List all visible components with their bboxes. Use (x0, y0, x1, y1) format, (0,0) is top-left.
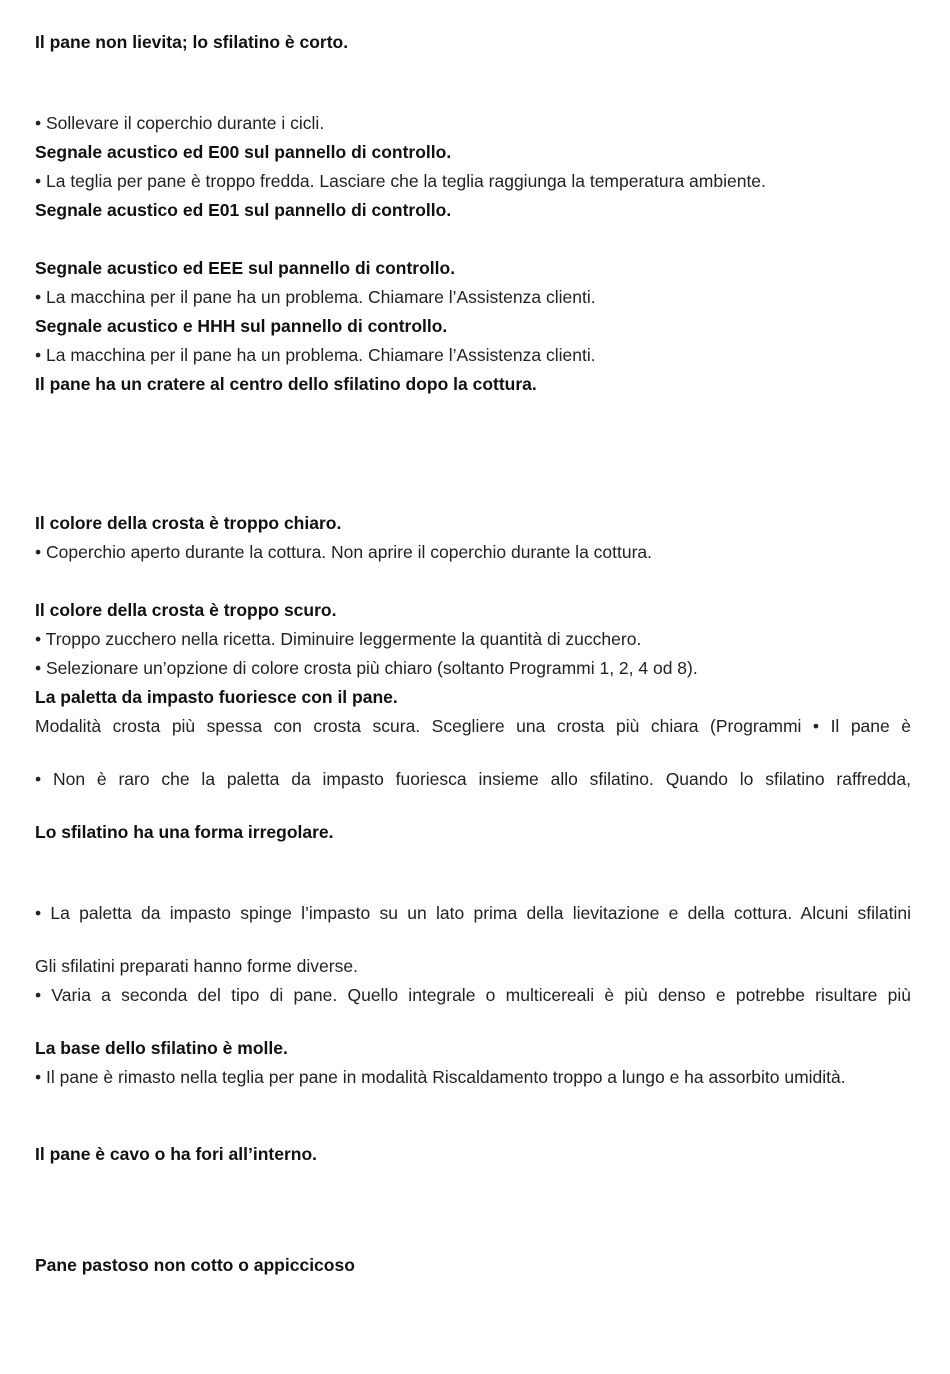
tip-lighter-crust: • Selezionare un’opzione di colore crosta più chiaro (soltanto Programmi 1, 2, 4 od 8). (35, 658, 698, 678)
tip-call-support-eee: • La macchina per il pane ha un problema. Chiamare l’Assistenza clienti. (35, 287, 596, 307)
heading-paddle-comes-out: La paletta da impasto fuoriesce con il pane. (35, 687, 398, 707)
heading-error-eee: Segnale acustico ed EEE sul pannello di controllo. (35, 258, 456, 278)
heading-crust-too-light: Il colore della crosta è troppo chiaro. (35, 513, 342, 533)
text-different-shapes: Gli sfilatini preparati hanno forme diverse. (35, 956, 358, 976)
heading-error-e00: Segnale acustico ed E00 sul pannello di controllo. (35, 142, 452, 162)
tip-lid-opened: • Coperchio aperto durante la cottura. Non aprire il coperchio durante la cottura. (35, 542, 653, 562)
heading-irregular-shape: Lo sfilatino ha una forma irregolare. (35, 822, 334, 842)
tip-lifting-lid: • Sollevare il coperchio durante i cicli. (35, 113, 325, 133)
tip-bread-type: • Varia a seconda del tipo di pane. Quello integrale o multicereali è più denso e potrebbe risultare più (35, 985, 911, 1005)
tip-paddle-pushes-dough: • La paletta da impasto spinge l’impasto su un lato prima della lievitazione e della cottura. Alcuni sfilatini (35, 903, 911, 923)
heading-error-hhh: Segnale acustico e HHH sul pannello di controllo. (35, 316, 448, 336)
tip-thicker-crust: Modalità crosta più spessa con crosta scura. Scegliere una crosta più chiara (Programmi • Il pane è (35, 716, 911, 736)
tip-paddle-normal: • Non è raro che la paletta da impasto fuoriesca insieme allo sfilatino. Quando lo sfilatino raffredda, (35, 769, 911, 789)
heading-crater: Il pane ha un cratere al centro dello sfilatino dopo la cottura. (35, 374, 537, 394)
heading-bread-not-rising: Il pane non lievita; lo sfilatino è corto. (35, 32, 349, 52)
heading-error-e01: Segnale acustico ed E01 sul pannello di controllo. (35, 200, 452, 220)
tip-too-much-sugar: • Troppo zucchero nella ricetta. Diminuire leggermente la quantità di zucchero. (35, 629, 642, 649)
heading-hollow-bread: Il pane è cavo o ha fori all’interno. (35, 1144, 318, 1164)
heading-doughy-bread: Pane pastoso non cotto o appiccicoso (35, 1255, 355, 1275)
heading-crust-too-dark: Il colore della crosta è troppo scuro. (35, 600, 337, 620)
heading-soft-base: La base dello sfilatino è molle. (35, 1038, 288, 1058)
tip-pan-too-cold: • La teglia per pane è troppo fredda. Lasciare che la teglia raggiunga la temperatura ambiente. (35, 171, 766, 191)
tip-call-support-hhh: • La macchina per il pane ha un problema. Chiamare l’Assistenza clienti. (35, 345, 596, 365)
tip-keep-warm-too-long: • Il pane è rimasto nella teglia per pane in modalità Riscaldamento troppo a lungo e ha assorbito umidità. (35, 1067, 846, 1087)
